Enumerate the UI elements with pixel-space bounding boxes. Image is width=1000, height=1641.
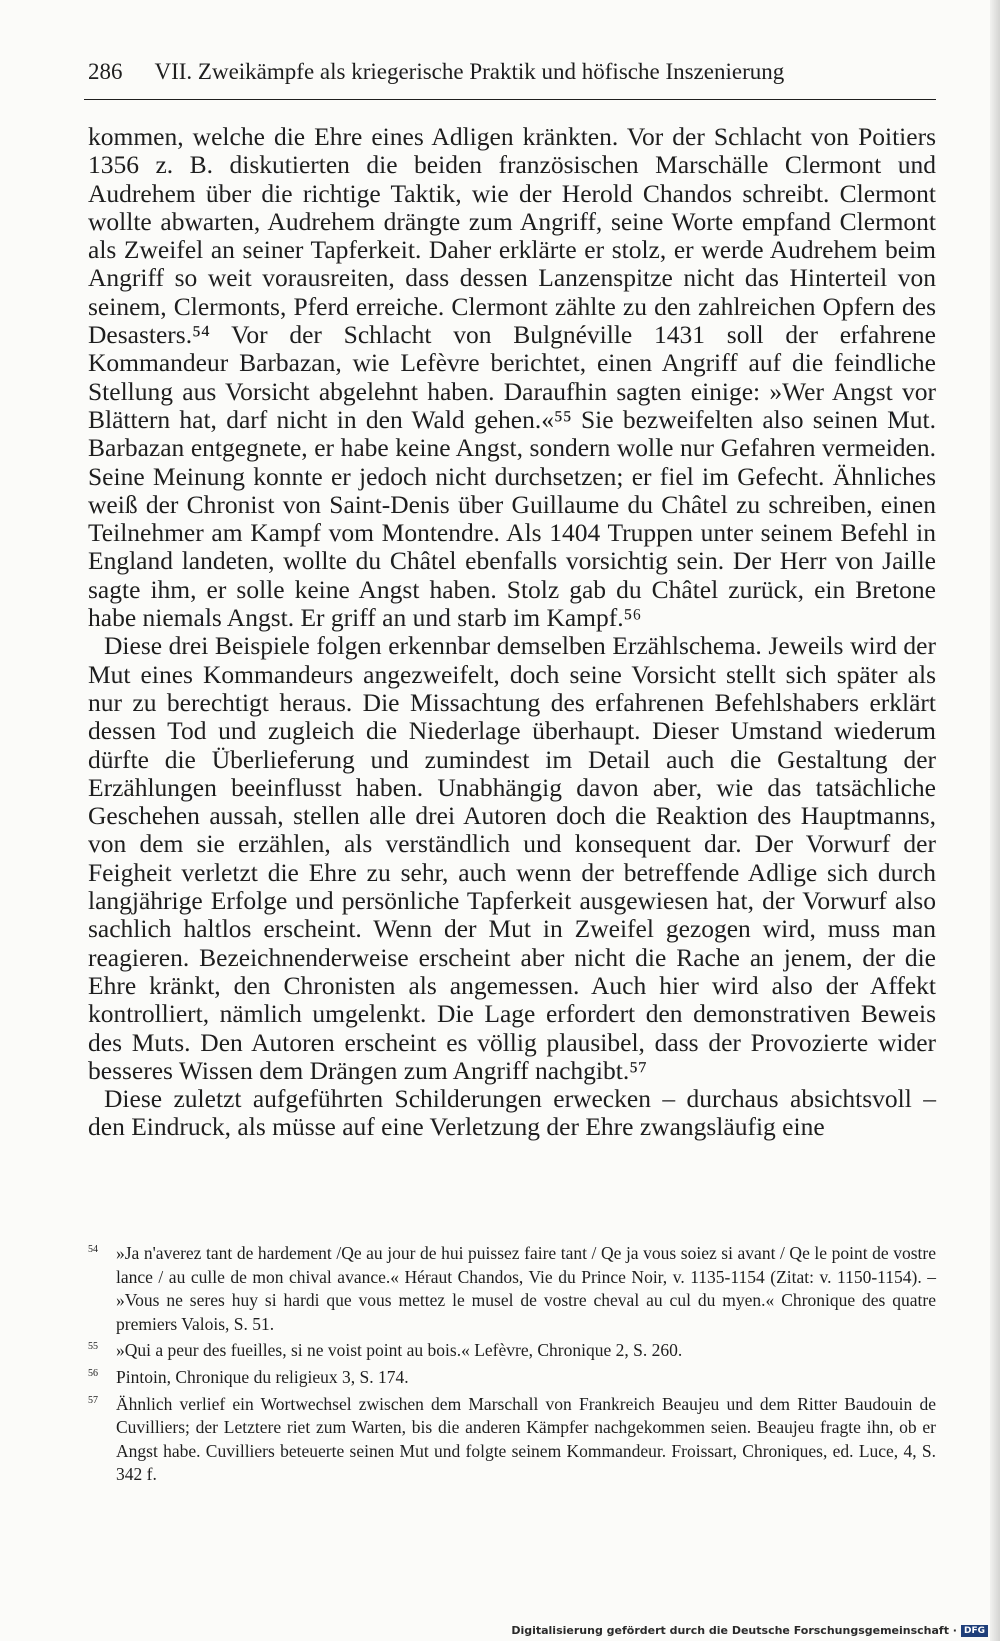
footnote-text: Pintoin, Chronique du religieux 3, S. 174.	[116, 1366, 409, 1387]
footnote-number: 55	[88, 1341, 98, 1353]
running-header	[88, 57, 936, 87]
header-rule	[84, 99, 936, 100]
footnote-text: »Qui a peur des fueilles, si ne voist point au bois.« Lefèvre, Chronique 2, S. 260.	[116, 1340, 683, 1361]
digitization-credit	[511, 1624, 988, 1637]
footnote-number: 54	[88, 1244, 98, 1255]
footnote-text: Ähnlich verlief ein Wortwechsel zwischen dem Marschall von Frankreich Beaujeu und dem Ritter Baudouin de Cuvilliers; der Letztere riet zum Warten, bis die anderen Kämpfer nachgekommen seien. Beaujeu fragte ihn, ob er Angst habe. Cuvilliers beteuerte seinen Mut und folgte seinem Kommandeur. Froissart, Chroniques, ed. Luce, 4, S. 342 f.	[116, 1393, 936, 1485]
main-text	[88, 123, 936, 1142]
paragraph: Diese drei Beispiele folgen erkennbar demselben Erzählschema. Jeweils wird der Mut eines Kommandeurs angezweifelt, doch seine Vorsicht stellt sich später als nur zu berechtigt heraus. Die Missachtung des erfahrenen Befehlshabers erklärt dessen Tod und zugleich die Niederlage überhaupt. Dieser Umstand wiederum dürfte die Überlieferung und zumindest im Detail auch die Gestaltung der Erzählungen beeinflusst haben. Unabhängig davon aber, wie das tatsächliche Geschehen aussah, stellen alle drei Autoren doch die Reaktion des Hauptmanns, von dem sie erzählen, als verständlich und konsequent dar. Der Vorwurf der Feigheit verletzt die Ehre zu sehr, auch wenn der betreffende Adlige sich durch langjährige Erfolge und persönliche Tapferkeit ausgewiesen hat, der Vorwurf also sachlich haltlos erscheint. Wenn der Mut in Zweifel gezogen wird, muss man reagieren. Bezeichnenderweise erscheint aber nicht die Rache an jenem, der die Ehre kränkt, den Chronisten als angemessen. Auch hier wird also der Affekt kontrolliert, nämlich umgelenkt. Die Lage erfordert den demonstrativen Beweis des Muts. Den Autoren erscheint es völlig plausibel, dass der Provozierte wider besseres Wissen dem Drängen zum Angriff nachgibt.⁵⁷	[88, 631, 936, 1085]
footnote-text: »Ja n'averez tant de hardement /Qe au jour de hui puissez faire tant / Qe ja vous soiez si avant / Qe le point de vostre lance / au culle de mon chival avance.« Héraut Chandos, Vie du Prince Noir, v. 1135-1154 (Zitat: v. 1150-1154). – »Vous ne seres huy si hardi que vous mettez le musel de vostre cheval au cul du myen.« Chronique des quatre premiers Valois, S. 51.	[116, 1243, 936, 1334]
running-title: VII. Zweikämpfe als kriegerische Praktik und höfische Inszenierung	[154, 59, 785, 84]
dfg-logo: DFG	[961, 1625, 988, 1637]
footnote	[88, 1242, 936, 1336]
paragraph: Diese zuletzt aufgeführten Schilderungen erwecken – durchaus absichtsvoll – den Eindruck, als müsse auf eine Verletzung der Ehre zwangsläufig eine	[88, 1084, 936, 1142]
page-edge-shadow	[990, 0, 1000, 1641]
footnote-number: 56	[88, 1367, 98, 1379]
footnote	[88, 1393, 936, 1487]
footnote	[88, 1366, 936, 1390]
credit-text: Digitalisierung gefördert durch die Deutsche Forschungsgemeinschaft ·	[511, 1624, 957, 1637]
footnotes	[88, 1242, 936, 1490]
paragraph: kommen, welche die Ehre eines Adligen kränkten. Vor der Schlacht von Poitiers 1356 z. B. diskutierten die beiden französischen Marschälle Clermont und Audrehem über die richtige Taktik, wie der Herold Chandos schreibt. Clermont wollte abwarten, Audrehem drängte zum Angriff, seine Worte empfand Clermont als Zweifel an seiner Tapferkeit. Daher erklärte er stolz, er werde Audrehem beim Angriff so weit vorausreiten, dass dessen Lanzenspitze nicht das Hinterteil von seinem, Clermonts, Pferd erreiche. Clermont zählte zu den zahlreichen Opfern des Desasters.⁵⁴ Vor der Schlacht von Bulgnéville 1431 soll der erfahrene Kommandeur Barbazan, wie Lefèvre berichtet, einen Angriff auf die feindliche Stellung aus Vorsicht abgelehnt haben. Daraufhin sagten einige: »Wer Angst vor Blättern hat, darf nicht in den Wald gehen.«⁵⁵ Sie bezweifelten also seinen Mut. Barbazan entgegnete, er habe keine Angst, sondern wolle nur Gefahren vermeiden. Seine Meinung konnte er jedoch nicht durchsetzen; er fiel im Gefecht. Ähnliches weiß der Chronist von Saint-Denis über Guillaume du Châtel zu schreiben, einen Teilnehmer am Kampf vom Montendre. Als 1404 Truppen unter seinem Befehl in England landeten, wollte du Châtel ebenfalls vorsichtig sein. Der Herr von Jaille sagte ihm, er solle keine Angst haben. Stolz gab du Châtel zurück, ein Bretone habe niemals Angst. Er griff an und starb im Kampf.⁵⁶	[88, 122, 936, 633]
page-number: 286	[88, 59, 123, 84]
footnote-number: 57	[88, 1394, 98, 1406]
footnote	[88, 1339, 936, 1363]
